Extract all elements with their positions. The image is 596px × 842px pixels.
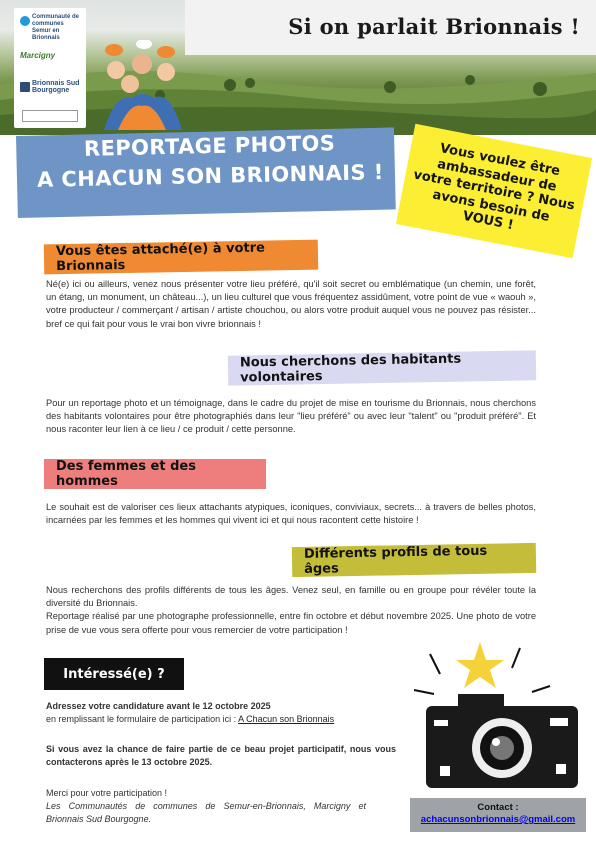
section-text-volontaires: Pour un reportage photo et un témoignage, dans le cadre du projet de mise en tourisme du Brionnais, nous cherchons des habitants volontaires pour être photographiés dans leur "lieu préféré" ou avec leur "talent" ou "produit préféré". Et nous raconter leur lien à ce lieu / ce produit / cette personne. xyxy=(46,398,536,435)
star-icon xyxy=(456,642,504,688)
partner-logos xyxy=(14,8,86,128)
closing-message: Merci pour votre participation ! Les Communautés de communes de Semur-en-Brionnais, Marcigny et Brionnais Sud Bourgogne. xyxy=(46,788,366,825)
section-text-profils: Nous recherchons des profils différents de tous les âges. Venez seul, en famille ou en groupe pour révéler toute la diversité du Brionnais. Reportage réalisé par une photographe professionnelle, entre fin octobre et début novembre 2025. Une photo de votre prise de vue vous sera offerte pour vous remercier de votre participation ! xyxy=(46,585,536,635)
page-title: REPORTAGE PHOTOS A CHACUN SON BRIONNAIS ! xyxy=(36,131,384,192)
contact-box: Contact : achacunsonbrionnais@gmail.com xyxy=(410,798,586,832)
logo-brionnais-sud-bourgogne: Brionnais Sud Bourgogne xyxy=(20,80,84,94)
sticky-note-text: Vous voulez être ambassadeur de votre territoire ? Nous avons besoin de VOUS ! xyxy=(412,141,576,234)
bsb-logo-icon xyxy=(20,82,30,92)
section-text-attache: Né(e) ici ou ailleurs, venez nous présenter votre lieu préféré, qu'il soit secret ou emblématique (un chemin, une forêt, un étang, un monument, un château...), un lieu culturel que vous fréquentez assidûment, votre point de vue « waouh », votre producteur / commerçant / artisan / artiste chouchou, ou alors votre produit auquel vous ne pouvez pas résister... bref ce qui fait pour vous le vrai bon vivre brionnais ! xyxy=(46,279,536,329)
semur-logo-icon xyxy=(20,16,30,26)
section-label-profils: Différents profils de tous âges xyxy=(292,543,536,577)
section-label-interesse: Intéressé(e) ? xyxy=(44,658,184,690)
selection-notice: Si vous avez la chance de faire partie de ce beau projet participatif, nous vous contacterons après le 13 octobre 2025. xyxy=(46,744,396,768)
section-text-femmes-hommes: Le souhait est de valoriser ces lieux attachants atypiques, iconiques, conviviaux, secrets... à travers de belles photos, incarnées par les femmes et les hommes qui vivent ici et qui nous racontent cette histoire ! xyxy=(46,502,536,526)
landscape-illustration xyxy=(0,55,596,135)
application-instructions: Adressez votre candidature avant le 12 octobre 2025 en remplissant le formulaire de participation ici : A Chacun son Brionnais xyxy=(46,701,335,725)
logo-marcigny: Marcigny xyxy=(20,51,56,60)
logo-semur: Communauté de communes Semur en Brionnais xyxy=(20,14,84,42)
contact-email-link[interactable]: achacunsonbrionnais@gmail.com xyxy=(420,814,576,825)
section-label-femmes-hommes: Des femmes et des hommes xyxy=(44,459,266,489)
camera-illustration xyxy=(400,636,596,796)
section-label-volontaires: Nous cherchons des habitants volontaires xyxy=(228,350,536,385)
header-banner xyxy=(0,0,596,135)
form-link[interactable]: A Chacun son Brionnais xyxy=(238,714,335,725)
small-logos-strip xyxy=(22,110,78,122)
section-label-attache: Vous êtes attaché(e) à votre Brionnais xyxy=(44,240,318,275)
banner-title: Si on parlait Brionnais ! xyxy=(288,14,580,39)
people-illustration xyxy=(96,40,188,132)
